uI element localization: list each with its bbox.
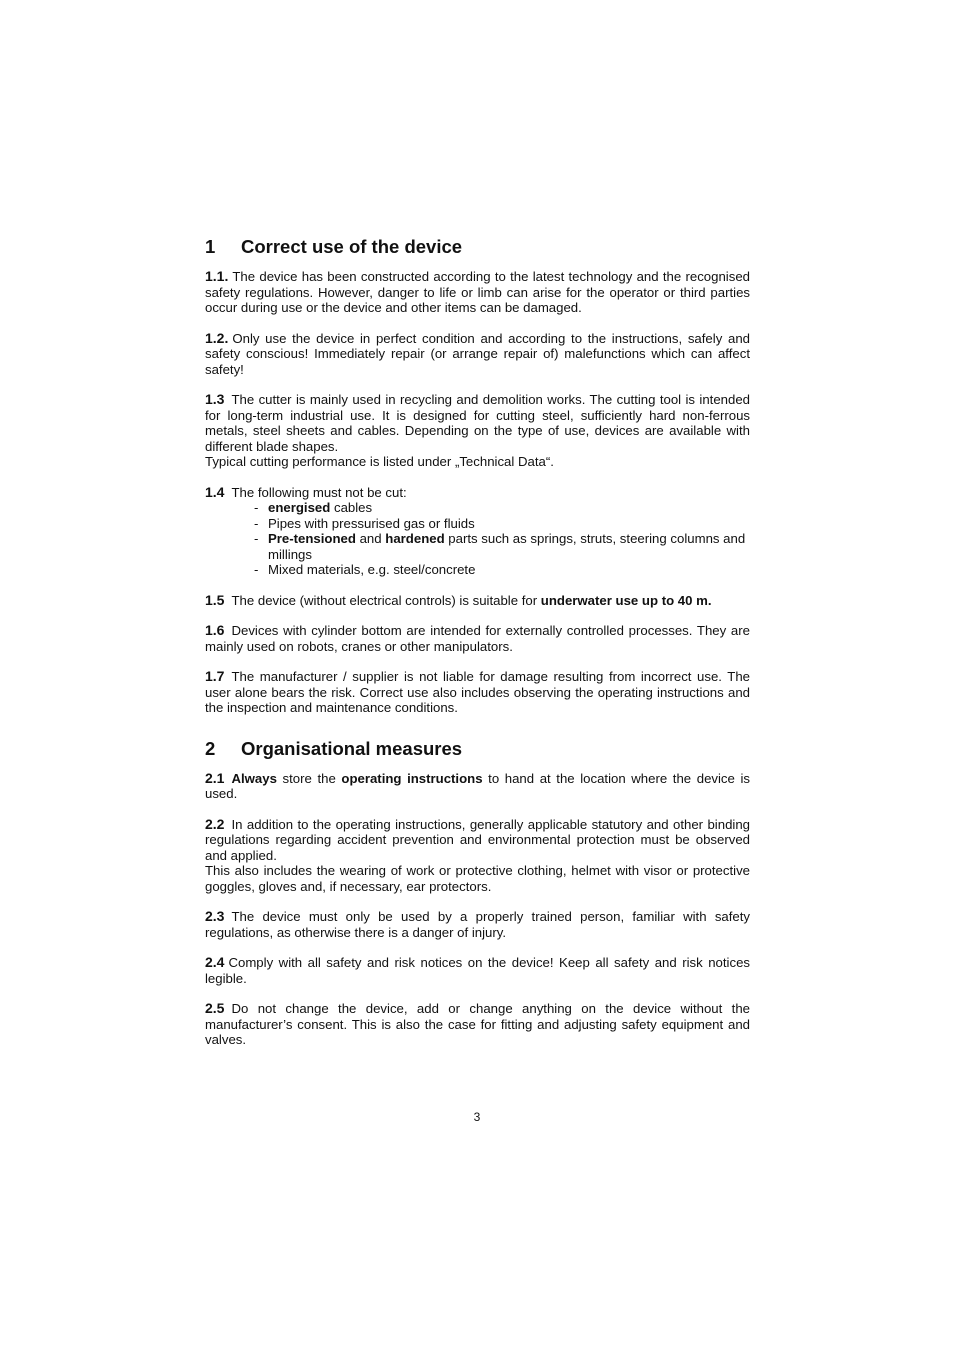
paragraph-text: The cutter is mainly used in recycling and demolition works. The cutting tool is intended for long-term industrial use. It is designed for cutting steel, sufficiently hard non-ferrous metals, steel sheets and cables. Depending on the type of use, devices are available with different blade shapes.	[205, 392, 750, 454]
paragraph-number: 2.2	[205, 815, 225, 832]
paragraph-2-3	[205, 909, 750, 940]
paragraph-2-2	[205, 817, 750, 864]
paragraph-2-2-continuation: This also includes the wearing of work or protective clothing, helmet with visor or protective goggles, gloves and, if necessary, ear protectors.	[205, 863, 750, 894]
paragraph-1-4	[205, 485, 750, 501]
paragraph-1-7	[205, 669, 750, 716]
paragraph-2-4	[205, 955, 750, 986]
paragraph-number: 1.6	[205, 622, 225, 638]
paragraph-number: 2.4	[205, 954, 225, 970]
section-title: Correct use of the device	[241, 236, 463, 257]
bold-term: energised	[268, 500, 331, 515]
paragraph-number: 2.1	[205, 769, 225, 786]
paragraph-number: 1.1.	[205, 268, 229, 284]
paragraph-1-2	[205, 331, 750, 378]
section-2-heading	[205, 738, 750, 760]
paragraph-number: 2.3	[205, 908, 225, 924]
paragraph-text: Comply with all safety and risk notices on the device! Keep all safety and risk notices legible.	[205, 955, 750, 986]
page-content	[205, 236, 750, 1063]
list-item	[254, 562, 750, 578]
paragraph-2-5	[205, 1001, 750, 1048]
bold-term: operating instructions	[341, 770, 483, 786]
bold-term: underwater use up to 40 m.	[540, 592, 712, 608]
list-item	[254, 531, 750, 562]
paragraph-text: The device must only be used by a properly trained person, familiar with safety regulations, as otherwise there is a danger of injury.	[205, 909, 750, 940]
paragraph-text: Do not change the device, add or change anything on the device without the manufacturer’s consent. This is also the case for fitting and adjusting safety equipment and valves.	[205, 1001, 750, 1047]
bold-term: hardened	[385, 531, 445, 546]
paragraph-text: The device (without electrical controls) is suitable for	[231, 592, 541, 608]
item-text: parts such as springs, struts, steering columns and millings	[268, 531, 746, 562]
paragraph-number: 1.4	[205, 483, 225, 500]
paragraph-text: The manufacturer / supplier is not liable for damage resulting from incorrect use. The user alone bears the risk. Correct use also includes observing the operating instructions and the inspection and maintenance conditions.	[205, 669, 750, 715]
paragraph-1-3	[205, 392, 750, 454]
bold-term: Pre-tensioned	[268, 531, 356, 546]
paragraph-text: Only use the device in perfect condition and according to the instructions, safely and safety conscious! Immediately repair (or arrange repair of) malefunctions which can affect safety!	[205, 330, 750, 377]
paragraph-text: store the	[276, 770, 342, 786]
paragraph-1-3-continuation: Typical cutting performance is listed under „Technical Data“.	[205, 454, 554, 469]
list-item	[254, 500, 750, 516]
paragraph-text: to hand at the location where the device is used.	[205, 770, 750, 801]
paragraph-text: Devices with cylinder bottom are intended for externally controlled processes. They are mainly used on robots, cranes or other manipulators.	[205, 623, 750, 654]
item-text: and	[355, 531, 386, 546]
paragraph-text: The device has been constructed according to the latest technology and the recognised safety regulations. However, danger to life or limb can arise for the operator or third parties occur during use or the device and other items can be damaged.	[205, 269, 750, 315]
paragraph-1-1	[205, 269, 750, 316]
paragraph-1-5	[205, 593, 750, 609]
section-title: Organisational measures	[241, 737, 463, 759]
bold-term: Always	[231, 770, 277, 786]
paragraph-number: 1.3	[205, 391, 225, 407]
section-number: 2	[205, 737, 216, 759]
page-number: 3	[473, 1110, 481, 1124]
paragraph-1-6	[205, 623, 750, 654]
paragraph-text: The following must not be cut:	[231, 484, 407, 500]
section-1-heading	[205, 236, 750, 258]
paragraph-2-1	[205, 771, 750, 802]
item-text: Mixed materials, e.g. steel/concrete	[268, 562, 476, 577]
paragraph-number: 2.5	[205, 1000, 225, 1016]
paragraph-number: 1.7	[205, 668, 225, 684]
section-number: 1	[205, 236, 216, 257]
paragraph-number: 1.2.	[205, 329, 229, 346]
item-text: cables	[330, 500, 373, 515]
list-item	[254, 516, 750, 532]
not-to-cut-list	[205, 500, 750, 578]
paragraph-number: 1.5	[205, 591, 225, 608]
item-text: Pipes with pressurised gas or fluids	[268, 515, 475, 531]
paragraph-text: In addition to the operating instructions, generally applicable statutory and other binding regulations regarding accident prevention and environmental protection must be observed and applied.	[205, 816, 750, 863]
